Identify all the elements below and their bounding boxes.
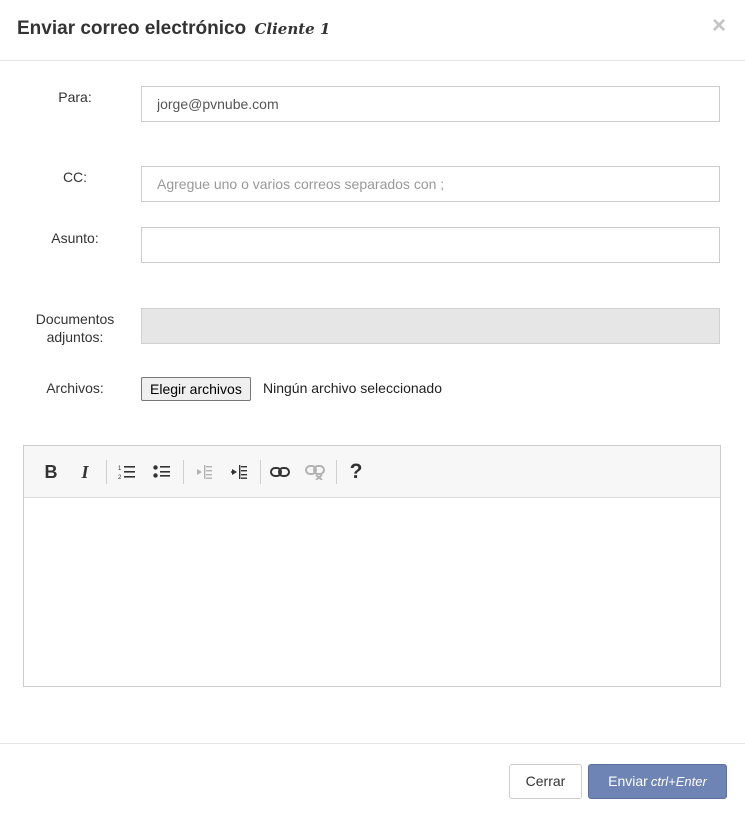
ordered-list-icon[interactable] (113, 458, 141, 486)
editor-toolbar (24, 446, 720, 498)
editor-content-area[interactable] (24, 499, 720, 686)
cc-label: CC: (62, 169, 88, 185)
unordered-list-icon[interactable] (148, 458, 176, 486)
close-icon[interactable]: × (711, 12, 726, 39)
files-status: Ningún archivo seleccionado (263, 380, 442, 396)
help-icon[interactable]: ? (349, 460, 363, 483)
bold-icon[interactable]: B (44, 461, 58, 482)
subject-label: Asunto: (51, 230, 99, 246)
toolbar-separator (336, 460, 337, 484)
toolbar-separator (106, 460, 107, 484)
send-button-label: Enviar (608, 773, 648, 789)
cc-field[interactable] (141, 166, 720, 202)
close-button[interactable]: Cerrar (509, 764, 582, 799)
choose-files-button[interactable]: Elegir archivos (141, 377, 251, 401)
svg-text:2: 2 (118, 475, 122, 480)
dialog-subtitle: Cliente 1 (254, 20, 331, 38)
attachments-label-line1: Documentos (35, 311, 115, 327)
toolbar-separator (183, 460, 184, 484)
files-label: Archivos: (46, 380, 104, 396)
italic-icon[interactable]: I (81, 461, 89, 482)
unlink-icon[interactable] (301, 458, 329, 486)
svg-text:1: 1 (118, 466, 122, 472)
attachments-label-line2: adjuntos: (46, 329, 104, 345)
to-label: Para: (58, 89, 92, 105)
outdent-icon[interactable] (190, 458, 218, 486)
message-editor (23, 445, 721, 687)
dialog-footer (0, 743, 745, 817)
indent-icon[interactable] (225, 458, 253, 486)
attachments-label (15, 310, 135, 346)
dialog-title (17, 18, 330, 40)
attachments-field (141, 308, 720, 344)
toolbar-separator (260, 460, 261, 484)
to-field[interactable] (141, 86, 720, 122)
dialog-title-text: Enviar correo electrónico (17, 18, 247, 39)
link-icon[interactable] (266, 458, 294, 486)
send-button[interactable] (588, 764, 727, 799)
dialog-header (0, 0, 745, 61)
send-shortcut: ctrl+Enter (650, 774, 707, 789)
subject-field[interactable] (141, 227, 720, 263)
